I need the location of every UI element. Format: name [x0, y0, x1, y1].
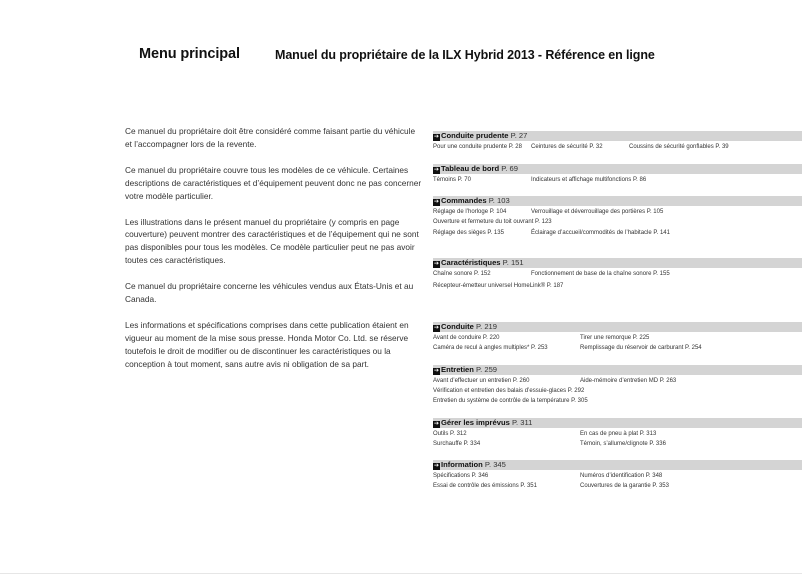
toc-section-header[interactable] [433, 322, 802, 332]
toc-item-link[interactable]: Avant de conduire P. 220 [433, 335, 500, 341]
toc-item-link[interactable]: Couvertures de la garantie P. 353 [580, 483, 669, 489]
section-title: Entretien [441, 365, 474, 374]
toc-item-link[interactable]: Pour une conduite prudente P. 28 [433, 144, 522, 150]
toc-item-link[interactable]: En cas de pneu à plat P. 313 [580, 431, 657, 437]
intro-paragraph: Ce manuel du propriétaire couvre tous les modèles de ce véhicule. Certaines descriptions de caractéristiques et d’équipement peuvent donc ne pas concerner votre modèle particulier. [125, 164, 422, 201]
arrow-right-icon: ➔ [433, 134, 440, 140]
toc-section-header[interactable] [433, 418, 802, 428]
section-title: Caractéristiques [441, 258, 501, 267]
toc-item-link[interactable]: Essai de contrôle des émissions P. 351 [433, 483, 537, 489]
toc-section-commandes [433, 196, 802, 238]
toc-section-conduite-prudente [433, 131, 802, 151]
toc-item-link[interactable]: Réglage des sièges P. 135 [433, 230, 504, 236]
section-title: Conduite [441, 322, 474, 331]
section-page: P. 219 [476, 322, 498, 331]
section-title: Information [441, 460, 483, 469]
toc-item-link[interactable]: Chaîne sonore P. 152 [433, 271, 491, 277]
toc-section-header[interactable] [433, 365, 802, 375]
toc-section-header[interactable] [433, 131, 802, 141]
toc-item-link[interactable]: Remplissage du réservoir de carburant P. 254 [580, 345, 702, 351]
toc-item-link[interactable]: Avant d’effectuer un entretien P. 260 [433, 378, 530, 384]
toc-section-header[interactable] [433, 258, 802, 268]
toc-item-link[interactable]: Éclairage d’accueil/commodités de l’habitacle P. 141 [531, 230, 670, 236]
toc-item-link[interactable]: Spécifications P. 346 [433, 473, 489, 479]
toc-item-link[interactable]: Réglage de l’horloge P. 104 [433, 209, 507, 215]
arrow-right-icon: ➔ [433, 167, 440, 173]
section-page: P. 311 [511, 418, 533, 427]
toc-item-link[interactable]: Fonctionnement de base de la chaîne sonore P. 155 [531, 271, 670, 277]
toc-item-link[interactable]: Témoins P. 70 [433, 177, 471, 183]
section-page: P. 69 [501, 164, 518, 173]
section-page: P. 259 [476, 365, 498, 374]
main-menu-link[interactable]: Menu principal [139, 46, 240, 62]
intro-paragraph: Les illustrations dans le présent manuel du propriétaire (y compris en page couverture) peuvent montrer des caractéristiques et de l’équipement qui ne sont pas disponibles pour tous les modèles. Ce modèle particulier peut ne pas avoir toutes ces caractéristiques. [125, 216, 419, 266]
section-title: Tableau de bord [441, 164, 500, 173]
toc-item-link[interactable]: Ceintures de sécurité P. 32 [531, 144, 603, 150]
toc-item-link[interactable]: Outils P. 312 [433, 431, 467, 437]
toc-item-link[interactable]: Récepteur-émetteur universel HomeLink® P. 187 [433, 283, 564, 289]
intro-paragraph: Les informations et spécifications comprises dans cette publication étaient en vigueur au moment de la mise sous presse. Honda Motor Co. Ltd. se réserve toutefois le droit de modifier ou de discontinuer les caractéristiques ou la conception à tout moment, sans autre avis ni obligation de sa part. [125, 319, 409, 369]
section-page: P. 345 [484, 460, 506, 469]
toc-section-conduite [433, 322, 802, 354]
arrow-right-icon: ➔ [433, 199, 440, 205]
toc-section-header[interactable] [433, 460, 802, 470]
arrow-right-icon: ➔ [433, 463, 440, 469]
toc-section-tableau-de-bord [433, 164, 802, 184]
section-title: Conduite prudente [441, 131, 509, 140]
toc-section-information [433, 460, 802, 492]
toc-section-caracteristiques [433, 258, 802, 290]
toc-item-link[interactable]: Tirer une remorque P. 225 [580, 335, 650, 341]
section-page: P. 103 [488, 196, 510, 205]
section-page: P. 27 [510, 131, 528, 140]
page-title: Manuel du propriétaire de la ILX Hybrid 2013 - Référence en ligne [275, 48, 655, 62]
toc-item-link[interactable]: Témoin, s’allume/clignote P. 336 [580, 441, 666, 447]
toc-section-entretien [433, 365, 802, 407]
section-page: P. 151 [502, 258, 524, 267]
arrow-right-icon: ➔ [433, 261, 440, 267]
intro-paragraph: Ce manuel du propriétaire doit être considéré comme faisant partie du véhicule et l’accompagner lors de la revente. [125, 126, 416, 149]
page-divider [0, 573, 802, 574]
toc-item-link[interactable]: Aide-mémoire d’entretien MD P. 263 [580, 378, 677, 384]
arrow-right-icon: ➔ [433, 368, 440, 374]
toc-item-link[interactable]: Indicateurs et affichage multifonctions P. 86 [531, 177, 647, 183]
section-title: Gérer les imprévus [441, 418, 510, 427]
section-title: Commandes [441, 196, 487, 205]
intro-text [125, 125, 423, 384]
toc-item-link[interactable]: Surchauffe P. 334 [433, 441, 481, 447]
arrow-right-icon: ➔ [433, 325, 440, 331]
toc-section-gerer-les-imprevus [433, 418, 802, 450]
toc-section-header[interactable] [433, 164, 802, 174]
intro-paragraph: Ce manuel du propriétaire concerne les véhicules vendus aux États-Unis et au Canada. [125, 281, 414, 305]
toc-item-link[interactable]: Caméra de recul à angles multiples* P. 253 [433, 345, 548, 351]
toc-item-link[interactable]: Coussins de sécurité gonflables P. 39 [629, 144, 729, 150]
toc-item-link[interactable]: Entretien du système de contrôle de la température P. 305 [433, 398, 588, 404]
toc-section-header[interactable] [433, 196, 802, 206]
toc-item-link[interactable]: Vérification et entretien des balais d’essuie-glaces P. 292 [433, 388, 585, 394]
toc-item-link[interactable]: Numéros d’identification P. 348 [580, 473, 663, 479]
toc-item-link[interactable]: Ouverture et fermeture du toit ouvrant P. 123 [433, 219, 552, 225]
arrow-right-icon: ➔ [433, 421, 440, 427]
toc-item-link[interactable]: Verrouillage et déverrouillage des portières P. 105 [531, 209, 664, 215]
